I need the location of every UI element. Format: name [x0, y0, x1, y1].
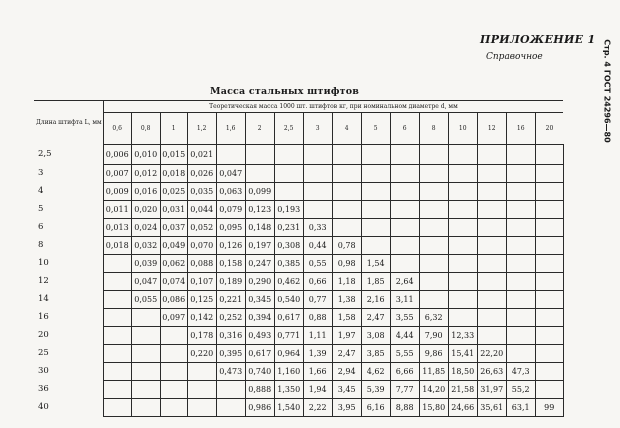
mass-cell: 1,66 — [303, 363, 332, 381]
mass-cell — [361, 165, 390, 183]
mass-cell — [160, 381, 187, 399]
mass-cell — [361, 237, 390, 255]
mass-cell: 0,012 — [131, 165, 160, 183]
mass-cell: 0,035 — [187, 183, 216, 201]
mass-cell: 0,221 — [216, 291, 245, 309]
mass-cell: 0,66 — [303, 273, 332, 291]
mass-cell: 0,010 — [131, 145, 160, 165]
mass-cell — [419, 165, 448, 183]
mass-cell — [506, 219, 535, 237]
mass-cell: 5,39 — [361, 381, 390, 399]
mass-cell — [535, 381, 563, 399]
length-cell: 2,5 — [34, 145, 103, 165]
mass-cell — [535, 165, 563, 183]
mass-cell: 4,44 — [390, 327, 419, 345]
mass-cell — [448, 273, 477, 291]
mass-cell: 0,252 — [216, 309, 245, 327]
mass-cell: 0,247 — [245, 255, 274, 273]
mass-cell — [477, 309, 506, 327]
diameter-header: 1 — [160, 113, 187, 145]
mass-cell: 7,90 — [419, 327, 448, 345]
mass-cell: 2,64 — [390, 273, 419, 291]
table-row — [34, 165, 563, 183]
mass-cell — [448, 219, 477, 237]
mass-cell — [477, 165, 506, 183]
mass-cell: 3,55 — [390, 309, 419, 327]
mass-cell — [332, 183, 361, 201]
mass-cell — [535, 201, 563, 219]
mass-cell — [535, 309, 563, 327]
mass-cell: 2,47 — [361, 309, 390, 327]
mass-cell: 0,178 — [187, 327, 216, 345]
mass-cell: 6,32 — [419, 309, 448, 327]
mass-cell — [506, 255, 535, 273]
mass-cell — [448, 309, 477, 327]
mass-cell — [303, 201, 332, 219]
diameter-header: 3 — [303, 113, 332, 145]
mass-cell — [448, 201, 477, 219]
length-cell: 20 — [34, 327, 103, 345]
mass-cell: 0,189 — [216, 273, 245, 291]
mass-cell: 0,33 — [303, 219, 332, 237]
mass-cell: 1,94 — [303, 381, 332, 399]
mass-cell: 0,026 — [187, 165, 216, 183]
mass-cell — [506, 183, 535, 201]
mass-cell: 0,011 — [103, 201, 131, 219]
mass-cell — [535, 363, 563, 381]
mass-cell — [131, 381, 160, 399]
diameter-header: 2,5 — [274, 113, 303, 145]
mass-cell — [187, 399, 216, 417]
mass-cell: 2,22 — [303, 399, 332, 417]
mass-cell — [477, 255, 506, 273]
mass-cell: 0,473 — [216, 363, 245, 381]
mass-cell — [332, 201, 361, 219]
mass-cell — [506, 273, 535, 291]
mass-cell: 0,964 — [274, 345, 303, 363]
mass-cell: 1,97 — [332, 327, 361, 345]
mass-cell: 0,98 — [332, 255, 361, 273]
diameter-header: 16 — [506, 113, 535, 145]
mass-table — [34, 100, 564, 417]
table-row — [34, 219, 563, 237]
mass-cell: 0,220 — [187, 345, 216, 363]
mass-cell — [535, 145, 563, 165]
mass-cell — [103, 345, 131, 363]
mass-cell — [103, 363, 131, 381]
mass-cell: 4,62 — [361, 363, 390, 381]
diameter-header: 5 — [361, 113, 390, 145]
table-row — [34, 201, 563, 219]
mass-cell — [216, 145, 245, 165]
mass-cell: 0,197 — [245, 237, 274, 255]
mass-cell — [419, 237, 448, 255]
mass-cell: 1,540 — [274, 399, 303, 417]
mass-cell — [274, 165, 303, 183]
mass-cell: 0,006 — [103, 145, 131, 165]
mass-table-grid — [34, 100, 564, 417]
mass-cell — [535, 345, 563, 363]
mass-cell: 0,78 — [332, 237, 361, 255]
mass-cell: 0,123 — [245, 201, 274, 219]
mass-cell — [419, 291, 448, 309]
diameter-header: 1,2 — [187, 113, 216, 145]
mass-cell — [187, 363, 216, 381]
mass-cell: 0,031 — [160, 201, 187, 219]
table-row — [34, 309, 563, 327]
mass-cell: 0,148 — [245, 219, 274, 237]
mass-cell — [187, 381, 216, 399]
mass-cell: 0,052 — [187, 219, 216, 237]
mass-cell — [131, 327, 160, 345]
mass-cell — [535, 237, 563, 255]
mass-cell: 0,074 — [160, 273, 187, 291]
mass-cell: 1,11 — [303, 327, 332, 345]
mass-cell: 0,088 — [187, 255, 216, 273]
mass-cell: 0,888 — [245, 381, 274, 399]
table-row — [34, 363, 563, 381]
mass-cell — [390, 255, 419, 273]
mass-cell: 0,193 — [274, 201, 303, 219]
mass-cell — [131, 363, 160, 381]
mass-cell — [535, 327, 563, 345]
mass-cell: 0,055 — [131, 291, 160, 309]
diameter-header: 2 — [245, 113, 274, 145]
mass-cell: 0,079 — [216, 201, 245, 219]
mass-cell — [477, 291, 506, 309]
length-cell: 6 — [34, 219, 103, 237]
side-note-text: Стр. 4 ГОСТ 24296—80 — [602, 39, 612, 143]
mass-cell: 1,39 — [303, 345, 332, 363]
mass-cell — [160, 327, 187, 345]
mass-cell — [103, 291, 131, 309]
mass-cell — [103, 309, 131, 327]
mass-cell: 0,037 — [160, 219, 187, 237]
mass-cell: 99 — [535, 399, 563, 417]
mass-cell — [448, 291, 477, 309]
mass-cell — [477, 145, 506, 165]
length-cell: 40 — [34, 399, 103, 417]
mass-cell — [506, 345, 535, 363]
table-row — [34, 145, 563, 165]
mass-cell — [506, 309, 535, 327]
mass-cell — [361, 219, 390, 237]
mass-cell — [245, 145, 274, 165]
mass-cell: 3,11 — [390, 291, 419, 309]
mass-cell: 0,231 — [274, 219, 303, 237]
mass-cell: 63,1 — [506, 399, 535, 417]
mass-cell: 1,85 — [361, 273, 390, 291]
mass-cell — [103, 327, 131, 345]
mass-cell — [303, 183, 332, 201]
mass-cell — [390, 219, 419, 237]
mass-cell: 2,16 — [361, 291, 390, 309]
mass-cell — [419, 255, 448, 273]
mass-cell: 0,345 — [245, 291, 274, 309]
mass-cell: 0,016 — [131, 183, 160, 201]
mass-cell: 47,3 — [506, 363, 535, 381]
table-row — [34, 183, 563, 201]
mass-cell — [332, 219, 361, 237]
mass-cell: 0,018 — [160, 165, 187, 183]
length-cell: 5 — [34, 201, 103, 219]
mass-cell: 15,41 — [448, 345, 477, 363]
mass-cell: 0,77 — [303, 291, 332, 309]
diameter-header: 8 — [419, 113, 448, 145]
mass-cell — [390, 145, 419, 165]
mass-cell: 12,33 — [448, 327, 477, 345]
mass-cell — [390, 237, 419, 255]
mass-cell: 31,97 — [477, 381, 506, 399]
mass-cell: 0,462 — [274, 273, 303, 291]
mass-cell: 1,38 — [332, 291, 361, 309]
mass-cell — [419, 145, 448, 165]
mass-cell: 0,097 — [160, 309, 187, 327]
mass-cell: 0,107 — [187, 273, 216, 291]
mass-cell — [131, 399, 160, 417]
mass-cell: 0,385 — [274, 255, 303, 273]
mass-cell — [506, 165, 535, 183]
mass-cell — [477, 201, 506, 219]
length-cell: 12 — [34, 273, 103, 291]
table-row — [34, 237, 563, 255]
mass-cell — [419, 273, 448, 291]
mass-cell — [448, 145, 477, 165]
mass-cell — [506, 145, 535, 165]
mass-cell — [390, 165, 419, 183]
mass-cell: 0,047 — [131, 273, 160, 291]
mass-cell: 0,007 — [103, 165, 131, 183]
mass-cell — [160, 399, 187, 417]
mass-cell — [361, 145, 390, 165]
mass-cell: 0,013 — [103, 219, 131, 237]
mass-cell: 0,062 — [160, 255, 187, 273]
mass-cell: 11,85 — [419, 363, 448, 381]
mass-cell: 1,18 — [332, 273, 361, 291]
mass-cell — [160, 345, 187, 363]
table-row — [34, 381, 563, 399]
mass-cell — [131, 345, 160, 363]
mass-cell: 1,160 — [274, 363, 303, 381]
mass-cell: 2,47 — [332, 345, 361, 363]
mass-cell: 0,018 — [103, 237, 131, 255]
mass-cell: 5,55 — [390, 345, 419, 363]
mass-cell: 3,95 — [332, 399, 361, 417]
mass-cell: 15,80 — [419, 399, 448, 417]
mass-cell: 0,617 — [245, 345, 274, 363]
mass-cell: 14,20 — [419, 381, 448, 399]
mass-cell — [477, 183, 506, 201]
mass-cell: 0,316 — [216, 327, 245, 345]
mass-cell: 0,009 — [103, 183, 131, 201]
mass-cell: 6,16 — [361, 399, 390, 417]
length-cell: 16 — [34, 309, 103, 327]
mass-cell — [448, 165, 477, 183]
mass-cell: 0,099 — [245, 183, 274, 201]
mass-cell: 0,095 — [216, 219, 245, 237]
mass-cell: 0,047 — [216, 165, 245, 183]
mass-cell — [274, 183, 303, 201]
mass-cell — [506, 327, 535, 345]
mass-cell — [390, 201, 419, 219]
mass-cell — [245, 165, 274, 183]
mass-cell — [477, 219, 506, 237]
mass-cell — [274, 145, 303, 165]
length-cell: 30 — [34, 363, 103, 381]
mass-cell — [303, 145, 332, 165]
table-title: Масса стальных штифтов — [210, 86, 360, 97]
table-row — [34, 327, 563, 345]
length-cell: 14 — [34, 291, 103, 309]
mass-cell — [448, 183, 477, 201]
length-cell: 25 — [34, 345, 103, 363]
mass-cell: 0,063 — [216, 183, 245, 201]
mass-cell — [160, 363, 187, 381]
diameter-header: 12 — [477, 113, 506, 145]
mass-cell: 0,308 — [274, 237, 303, 255]
mass-cell: 3,85 — [361, 345, 390, 363]
mass-cell: 0,044 — [187, 201, 216, 219]
mass-cell: 0,025 — [160, 183, 187, 201]
mass-cell: 55,2 — [506, 381, 535, 399]
mass-cell — [506, 291, 535, 309]
mass-cell: 0,024 — [131, 219, 160, 237]
mass-cell — [103, 255, 131, 273]
mass-cell — [419, 219, 448, 237]
mass-cell: 0,086 — [160, 291, 187, 309]
mass-cell — [448, 237, 477, 255]
mass-cell: 7,77 — [390, 381, 419, 399]
mass-cell — [419, 201, 448, 219]
mass-cell: 9,86 — [419, 345, 448, 363]
mass-cell — [477, 273, 506, 291]
diameter-header: 10 — [448, 113, 477, 145]
mass-cell: 0,540 — [274, 291, 303, 309]
mass-cell: 22,20 — [477, 345, 506, 363]
mass-cell: 0,049 — [160, 237, 187, 255]
mass-cell: 26,63 — [477, 363, 506, 381]
mass-cell — [535, 273, 563, 291]
length-cell: 36 — [34, 381, 103, 399]
diameter-header: 4 — [332, 113, 361, 145]
mass-cell: 0,125 — [187, 291, 216, 309]
mass-cell — [216, 381, 245, 399]
mass-cell — [332, 145, 361, 165]
length-cell: 4 — [34, 183, 103, 201]
mass-cell: 24,66 — [448, 399, 477, 417]
table-row — [34, 255, 563, 273]
mass-cell — [448, 255, 477, 273]
diameter-header: 20 — [535, 113, 563, 145]
mass-cell: 0,44 — [303, 237, 332, 255]
mass-cell — [535, 219, 563, 237]
mass-cell: 0,986 — [245, 399, 274, 417]
mass-cell — [216, 399, 245, 417]
mass-cell: 0,290 — [245, 273, 274, 291]
mass-cell — [535, 255, 563, 273]
mass-cell: 21,58 — [448, 381, 477, 399]
mass-cell — [103, 273, 131, 291]
mass-cell: 18,50 — [448, 363, 477, 381]
mass-cell — [390, 183, 419, 201]
diameter-header: 0,6 — [103, 113, 131, 145]
mass-cell — [535, 183, 563, 201]
mass-cell: 35,61 — [477, 399, 506, 417]
mass-cell — [103, 399, 131, 417]
mass-cell — [131, 309, 160, 327]
mass-cell: 0,032 — [131, 237, 160, 255]
mass-cell: 0,020 — [131, 201, 160, 219]
side-note — [600, 36, 614, 146]
mass-cell: 0,070 — [187, 237, 216, 255]
table-row — [34, 345, 563, 363]
mass-cell: 1,54 — [361, 255, 390, 273]
mass-cell: 0,126 — [216, 237, 245, 255]
mass-cell: 0,740 — [245, 363, 274, 381]
appendix-heading: ПРИЛОЖЕНИЕ 1 — [480, 33, 596, 46]
length-cell: 10 — [34, 255, 103, 273]
mass-cell: 8,88 — [390, 399, 419, 417]
mass-cell — [506, 201, 535, 219]
table-caption: Теоретическая масса 1000 шт. штифтов кг, при номинальном диаметре d, мм — [103, 101, 563, 113]
mass-cell: 0,394 — [245, 309, 274, 327]
mass-cell — [303, 165, 332, 183]
length-cell: 3 — [34, 165, 103, 183]
table-row — [34, 273, 563, 291]
mass-cell: 0,55 — [303, 255, 332, 273]
mass-cell — [477, 327, 506, 345]
appendix-subtitle: Справочное — [486, 52, 543, 62]
mass-cell: 2,94 — [332, 363, 361, 381]
mass-cell: 0,039 — [131, 255, 160, 273]
mass-cell: 0,493 — [245, 327, 274, 345]
mass-cell: 6,66 — [390, 363, 419, 381]
mass-cell: 1,350 — [274, 381, 303, 399]
mass-cell: 3,08 — [361, 327, 390, 345]
diameter-header: 1,6 — [216, 113, 245, 145]
diameter-header: 0,8 — [131, 113, 160, 145]
mass-cell — [103, 381, 131, 399]
mass-cell: 0,88 — [303, 309, 332, 327]
length-cell: 8 — [34, 237, 103, 255]
mass-cell: 0,395 — [216, 345, 245, 363]
mass-cell: 0,021 — [187, 145, 216, 165]
mass-cell: 1,58 — [332, 309, 361, 327]
mass-cell — [419, 183, 448, 201]
table-row — [34, 291, 563, 309]
mass-cell — [361, 201, 390, 219]
mass-cell — [477, 237, 506, 255]
mass-cell — [506, 237, 535, 255]
mass-cell — [535, 291, 563, 309]
mass-cell — [361, 183, 390, 201]
mass-cell: 3,45 — [332, 381, 361, 399]
mass-cell: 0,617 — [274, 309, 303, 327]
length-header: Длина штифта L, мм — [34, 101, 103, 145]
mass-cell: 0,158 — [216, 255, 245, 273]
mass-cell: 0,142 — [187, 309, 216, 327]
mass-cell: 0,771 — [274, 327, 303, 345]
diameter-header: 6 — [390, 113, 419, 145]
mass-cell: 0,015 — [160, 145, 187, 165]
mass-cell — [332, 165, 361, 183]
table-row — [34, 399, 563, 417]
